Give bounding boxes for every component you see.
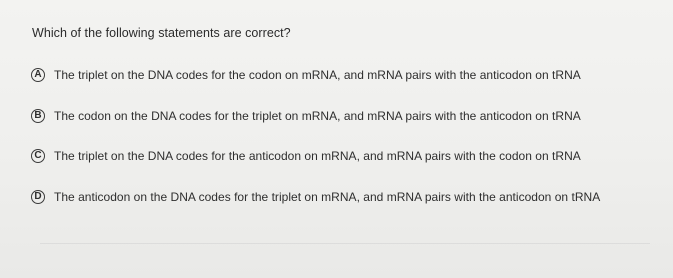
page-divider: [40, 243, 650, 244]
answer-options: [31, 66, 673, 228]
option-a-letter-badge[interactable]: A: [31, 68, 45, 82]
question-text: Which of the following statements are correct?: [32, 26, 291, 40]
option-c-letter-badge[interactable]: C: [31, 149, 45, 163]
option-c-text[interactable]: The triplet on the DNA codes for the anticodon on mRNA, and mRNA pairs with the codon on tRNA: [54, 149, 581, 163]
option-a[interactable]: [31, 66, 673, 84]
option-c[interactable]: [31, 147, 673, 165]
option-d[interactable]: [31, 188, 673, 206]
option-d-text[interactable]: The anticodon on the DNA codes for the triplet on mRNA, and mRNA pairs with the anticodon on tRNA: [54, 189, 601, 204]
option-d-letter-badge[interactable]: D: [31, 190, 45, 204]
option-a-text[interactable]: The triplet on the DNA codes for the codon on mRNA, and mRNA pairs with the anticodon on tRNA: [54, 68, 581, 82]
option-b[interactable]: [31, 107, 673, 125]
option-b-text[interactable]: The codon on the DNA codes for the triplet on mRNA, and mRNA pairs with the anticodon on tRNA: [54, 108, 581, 123]
option-b-letter-badge[interactable]: B: [31, 109, 45, 123]
